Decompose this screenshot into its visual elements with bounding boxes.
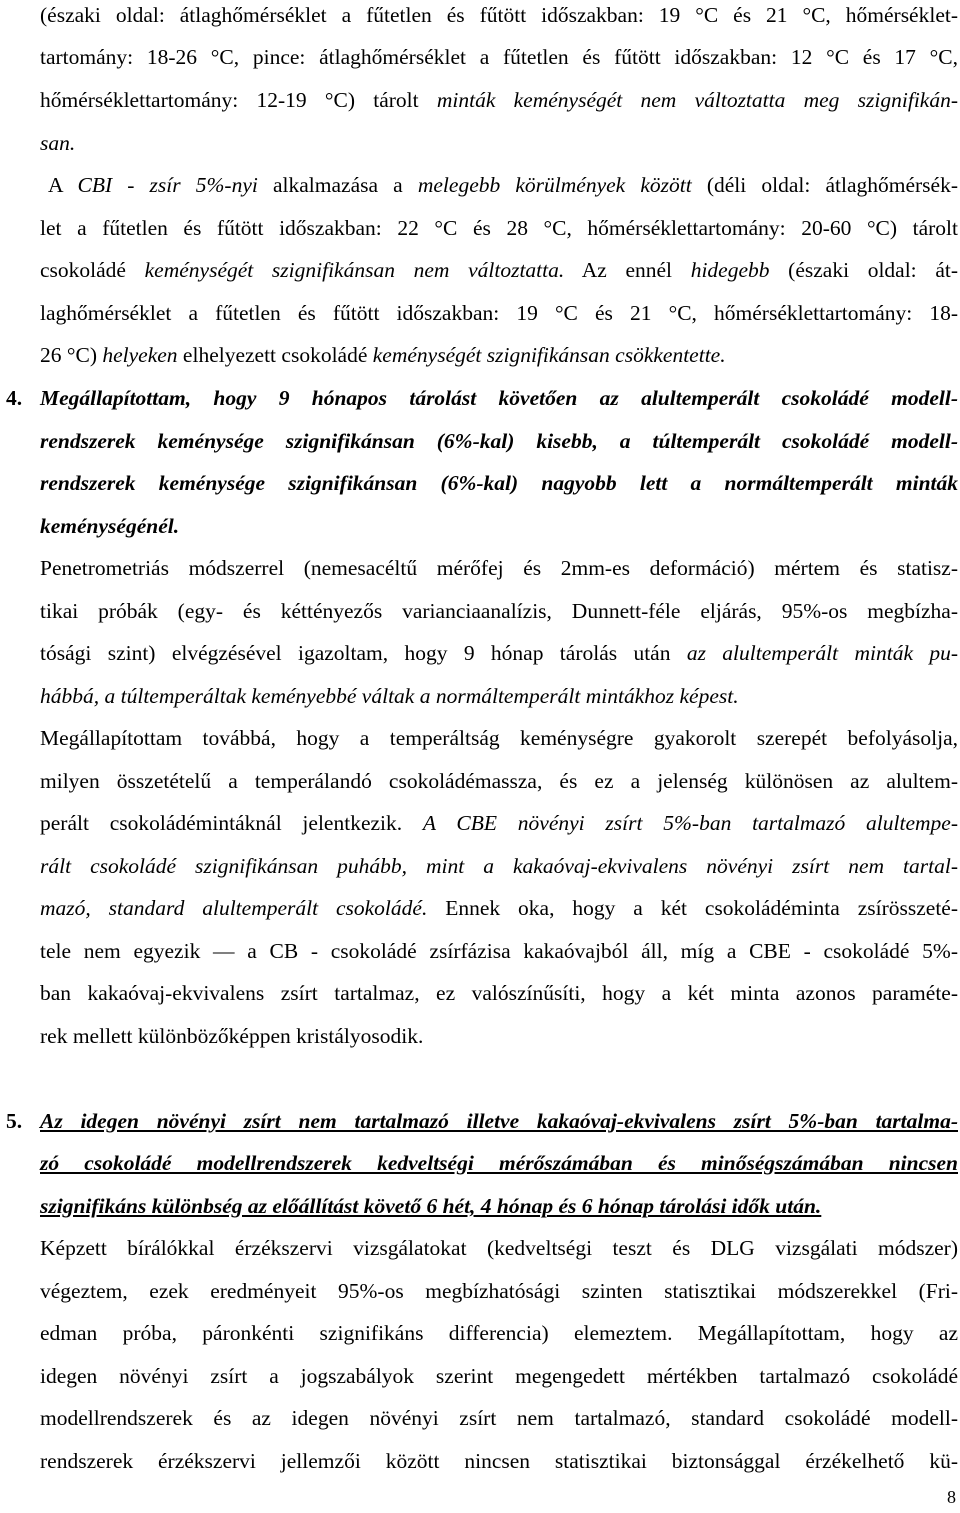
text-line: tartomány: 18-26 °C, pince: átlaghőmérséklet a fűtetlen és fűtött időszakban: 12 °C és 17 °C, [40,45,958,69]
thesis-heading-line: zó csokoládé modellrendszerek kedveltségi mérőszámában és minőségszámában nincsen [40,1151,958,1175]
text-line: hábbá, a túltemperáltak keményebbé váltak a normáltemperált mintákhoz képest. [40,684,739,708]
text-line: san. [40,131,76,155]
text-line: tikai próbák (egy- és kéttényezős varianciaanalízis, Dunnett-féle eljárás, 95%-os megbízha- [40,599,958,623]
thesis-heading-line: keménységénél. [40,514,180,538]
text-line: perált csokoládémintáknál jelentkezik. A CBE növényi zsírt 5%-ban tartalmazó alultempe- [40,811,958,835]
thesis-heading-line: Az idegen növényi zsírt nem tartalmazó illetve kakaóvaj-ekvivalens zsírt 5%-ban tartalma- [40,1109,958,1133]
thesis-heading-line: rendszerek keménysége szignifikánsan (6%-kal) kisebb, a túltemperált csokoládé modell- [40,429,958,453]
text-line: rendszerek érzékszervi jellemzői között nincsen statisztikai biztonsággal érzékelhető kü- [40,1449,958,1473]
text-line: 26 °C) helyeken elhelyezett csokoládé keménységét szignifikánsan csökkentette. [40,343,726,367]
thesis-heading-line: Megállapítottam, hogy 9 hónapos tárolást követően az alultemperált csokoládé modell- [40,386,958,410]
text-line: mazó, standard alultemperált csokoládé. Ennek oka, hogy a két csokoládéminta zsírösszeté- [40,896,958,920]
text-line: (északi oldal: átlaghőmérséklet a fűtetlen és fűtött időszakban: 19 °C és 21 °C, hőmérséklet- [40,3,958,27]
thesis-heading-line: szignifikáns különbség az előállítást követő 6 hét, 4 hónap és 6 hónap tárolási idők után. [40,1194,822,1218]
text-line: ban kakaóvaj-ekvivalens zsírt tartalmaz, ez valószínűsíti, hogy a két minta azonos paraméte- [40,981,958,1005]
thesis-heading-line: rendszerek keménysége szignifikánsan (6%-kal) nagyobb lett a normáltemperált minták [40,471,958,495]
text-line: modellrendszerek és az idegen növényi zsírt nem tartalmazó, standard csokoládé modell- [40,1406,958,1430]
thesis-number: 4. [6,386,23,410]
text-line: tele nem egyezik — a CB - csokoládé zsírfázisa kakaóvajból áll, míg a CBE - csokoládé 5%- [40,939,958,963]
text-line: idegen növényi zsírt a jogszabályok szerint megengedett mértékben tartalmazó csokoládé [40,1364,958,1388]
text-line: hőmérséklettartomány: 12-19 °C) tárolt minták keménységét nem változtatta meg szignifikán- [40,88,959,112]
thesis-number: 5. [6,1109,23,1133]
text-line: Penetrometriás módszerrel (nemesacéltű mérőfej és 2mm-es deformáció) mértem és statisz- [40,556,958,580]
text-line: laghőmérséklet a fűtetlen és fűtött időszakban: 19 °C és 21 °C, hőmérséklettartomány: 18- [40,301,958,325]
text-line: Képzett bírálókkal érzékszervi vizsgálatokat (kedveltségi teszt és DLG vizsgálati módszer) [40,1236,958,1260]
text-line: rált csokoládé szignifikánsan puhább, mint a kakaóvaj-ekvivalens növényi zsírt nem tartal- [40,854,958,878]
text-line: tósági szint) elvégzésével igazoltam, hogy 9 hónap tárolás után az alultemperált minták pu- [40,641,958,665]
text-line: rek mellett különbözőképpen kristályosodik. [40,1024,424,1048]
text-line: csokoládé keménységét szignifikánsan nem változtatta. Az ennél hidegebb (északi oldal: át- [40,258,958,282]
text-line: végeztem, ezek eredményeit 95%-os megbízhatósági szinten statisztikai módszerekkel (Fri- [40,1279,958,1303]
text-line: Megállapítottam továbbá, hogy a temperáltság keménységre gyakorolt szerepét befolyásolja, [40,726,958,750]
text-line: A CBI - zsír 5%-nyi alkalmazása a melegebb körülmények között (déli oldal: átlaghőmérsék- [48,173,959,197]
text-line: let a fűtetlen és fűtött időszakban: 22 °C és 28 °C, hőmérséklettartomány: 20-60 °C) tárolt [40,216,958,240]
text-line: milyen összetételű a temperálandó csokoládémassza, és ez a jelenség különösen az alultem- [40,769,958,793]
page-number: 8 [947,1487,956,1507]
text-line: edman próba, páronkénti szignifikáns differencia) elemeztem. Megállapítottam, hogy az [40,1321,958,1345]
